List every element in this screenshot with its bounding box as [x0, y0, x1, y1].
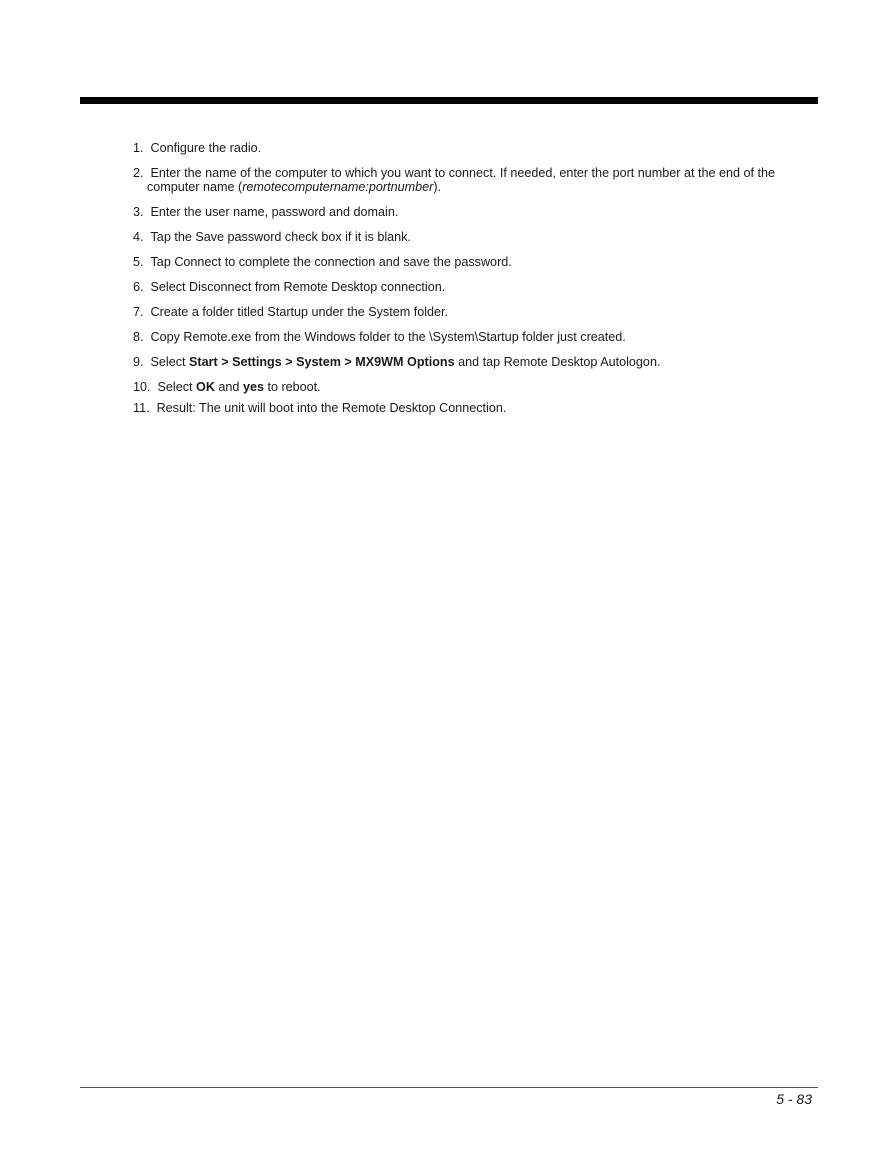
step-5 — [133, 255, 813, 269]
footer-rule — [80, 1087, 818, 1088]
step-number: 4. — [133, 230, 144, 244]
step-11 — [133, 401, 813, 415]
step-text: Select Start > Settings > System > MX9WM Options and tap Remote Desktop Autologon. — [150, 355, 661, 369]
step-3 — [133, 205, 813, 219]
step-6 — [133, 280, 813, 294]
step-number: 7. — [133, 305, 144, 319]
step-number: 6. — [133, 280, 144, 294]
step-number: 8. — [133, 330, 144, 344]
step-text: Enter the name of the computer to which you want to connect. If needed, enter the port number at the end of the — [150, 166, 775, 180]
step-text: Result: The unit will boot into the Remote Desktop Connection. — [156, 401, 507, 415]
placeholder-text: remotecomputername:portnumber — [242, 180, 434, 194]
instruction-steps — [133, 141, 813, 415]
step-text-continuation: computer name (remotecomputername:portnumber). — [147, 180, 442, 194]
step-number: 11. — [133, 401, 150, 415]
step-number: 9. — [133, 355, 144, 369]
page-number: 5 - 83 — [776, 1091, 812, 1107]
step-text: Tap Connect to complete the connection and save the password. — [150, 255, 512, 269]
step-text: Copy Remote.exe from the Windows folder to the \System\Startup folder just created. — [150, 330, 626, 344]
step-2 — [133, 166, 813, 194]
step-number: 5. — [133, 255, 144, 269]
step-text: Enter the user name, password and domain. — [150, 205, 399, 219]
step-number: 10. — [133, 380, 151, 394]
step-text: Select Disconnect from Remote Desktop connection. — [150, 280, 446, 294]
step-number: 2. — [133, 166, 144, 180]
step-text: Create a folder titled Startup under the System folder. — [150, 305, 449, 319]
step-9 — [133, 355, 813, 369]
step-1 — [133, 141, 813, 155]
step-7 — [133, 305, 813, 319]
step-10 — [133, 380, 813, 394]
yes-label: yes — [242, 380, 264, 394]
step-text: Tap the Save password check box if it is blank. — [150, 230, 411, 244]
step-text: Configure the radio. — [150, 141, 262, 155]
top-rule — [80, 97, 818, 104]
step-4 — [133, 230, 813, 244]
step-8 — [133, 330, 813, 344]
ok-label: OK — [196, 380, 215, 394]
menu-path: Start > Settings > System > MX9WM Options — [189, 355, 455, 369]
step-text: Select OK and yes to reboot. — [157, 380, 321, 394]
step-number: 3. — [133, 205, 144, 219]
step-number: 1. — [133, 141, 144, 155]
